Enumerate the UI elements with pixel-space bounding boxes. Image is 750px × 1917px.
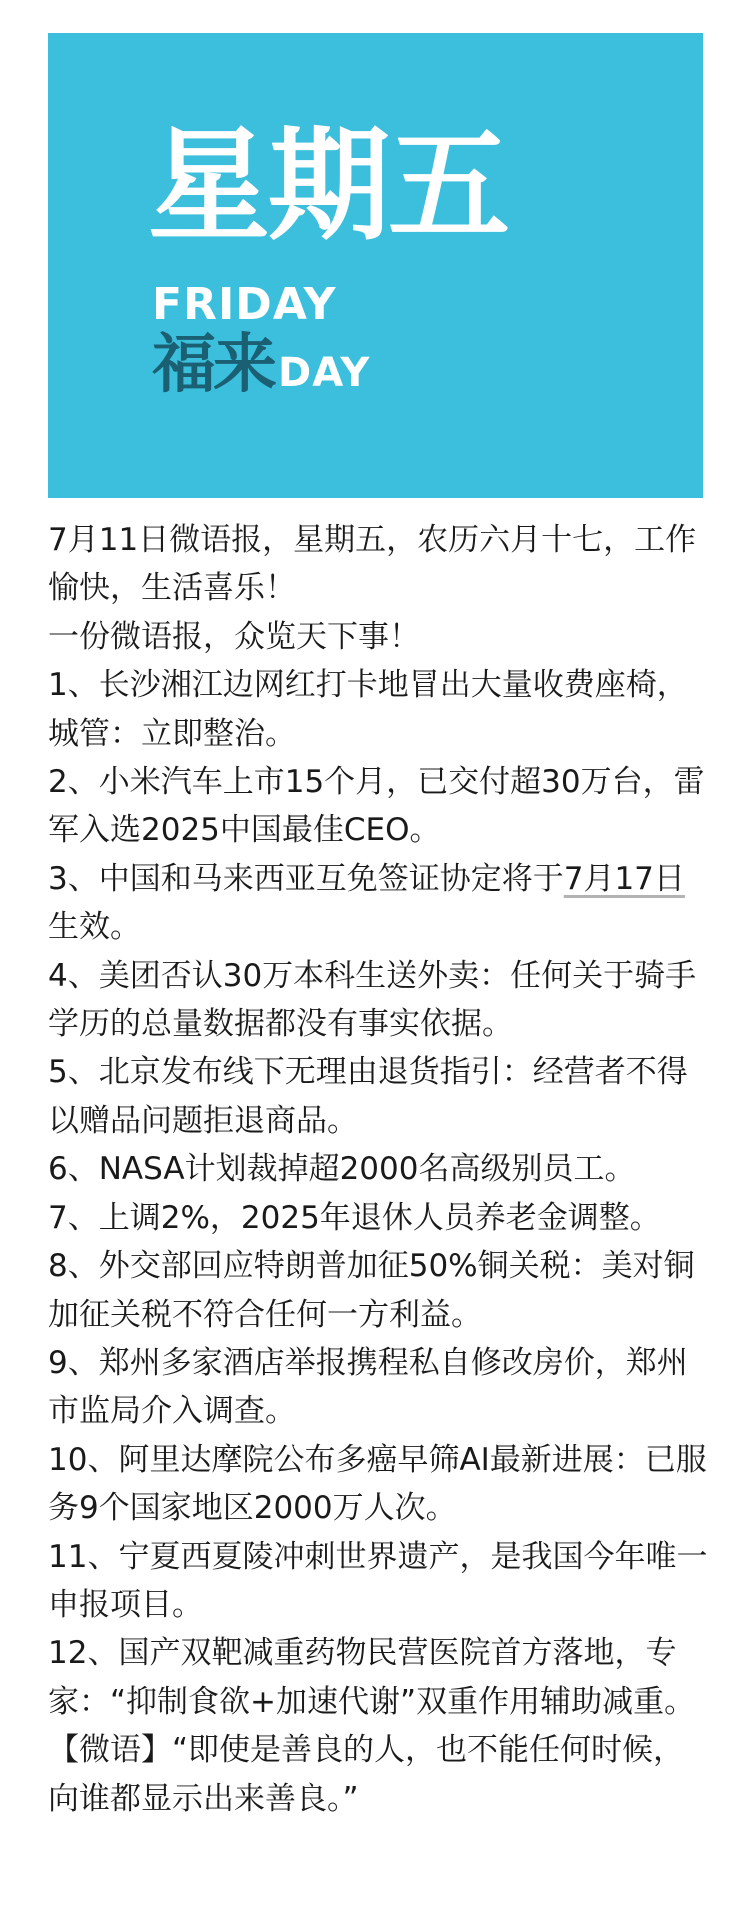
news-item-3-tail: 生效。 [48,909,141,946]
news-item-11: 11、宁夏西夏陵冲刺世界遗产，是我国今年唯一申报项目。 [48,1538,708,1623]
news-item-3 [48,855,708,952]
news-item-7: 7、上调2%，2025年退休人员养老金调整。 [48,1199,661,1236]
banner-friday-text: FRIDAY [152,279,337,330]
news-item-5: 5、北京发布线下无理由退货指引：经营者不得以赠品问题拒退商品。 [48,1054,688,1139]
news-item-9: 9、郑州多家酒店举报携程私自修改房价，郑州市监局介入调查。 [48,1344,688,1430]
news-item-10: 10、阿里达摩院公布多癌早筛AI最新进展：已服务9个国家地区2000万人次。 [48,1441,707,1527]
news-item-6: 6、NASA计划裁掉超2000名高级别员工。 [48,1151,636,1188]
quote-line: 【微语】“即使是善良的人，也不能任何时候，向谁都显示出来善良。” [48,1732,685,1817]
news-item-12: 12、国产双靶减重药物民营医院首方落地，专家：“抑制食欲+加速代谢”双重作用辅助减重。 [48,1635,696,1720]
intro-tagline: 一份微语报，众览天下事！ [48,618,420,655]
news-item-1: 1、长沙湘江边网红打卡地冒出大量收费座椅，城管：立即整治。 [48,667,688,752]
banner-fulai-text: 福来 [152,328,274,402]
news-item-2: 2、小米汽车上市15个月，已交付超30万台，雷军入选2025中国最佳CEO。 [48,764,705,849]
news-item-4: 4、美团否认30万本科生送外卖：任何关于骑手学历的总量数据都没有事实依据。 [48,957,697,1043]
banner-title: 星期五 [148,115,508,257]
news-item-8: 8、外交部回应特朗普加征50%铜关税：美对铜加征关税不符合任何一方利益。 [48,1248,695,1333]
news-item-3-text: 3、中国和马来西亚互免签证协定将于 [48,860,564,897]
intro-date-line: 7月11日微语报，星期五，农历六月十七，工作愉快，生活喜乐！ [48,522,697,607]
news-article [48,516,708,1823]
friday-banner [48,33,703,498]
banner-fulai-row [152,328,371,402]
banner-day-text: DAY [278,350,371,396]
date-link[interactable]: 7月17日 [563,860,685,897]
